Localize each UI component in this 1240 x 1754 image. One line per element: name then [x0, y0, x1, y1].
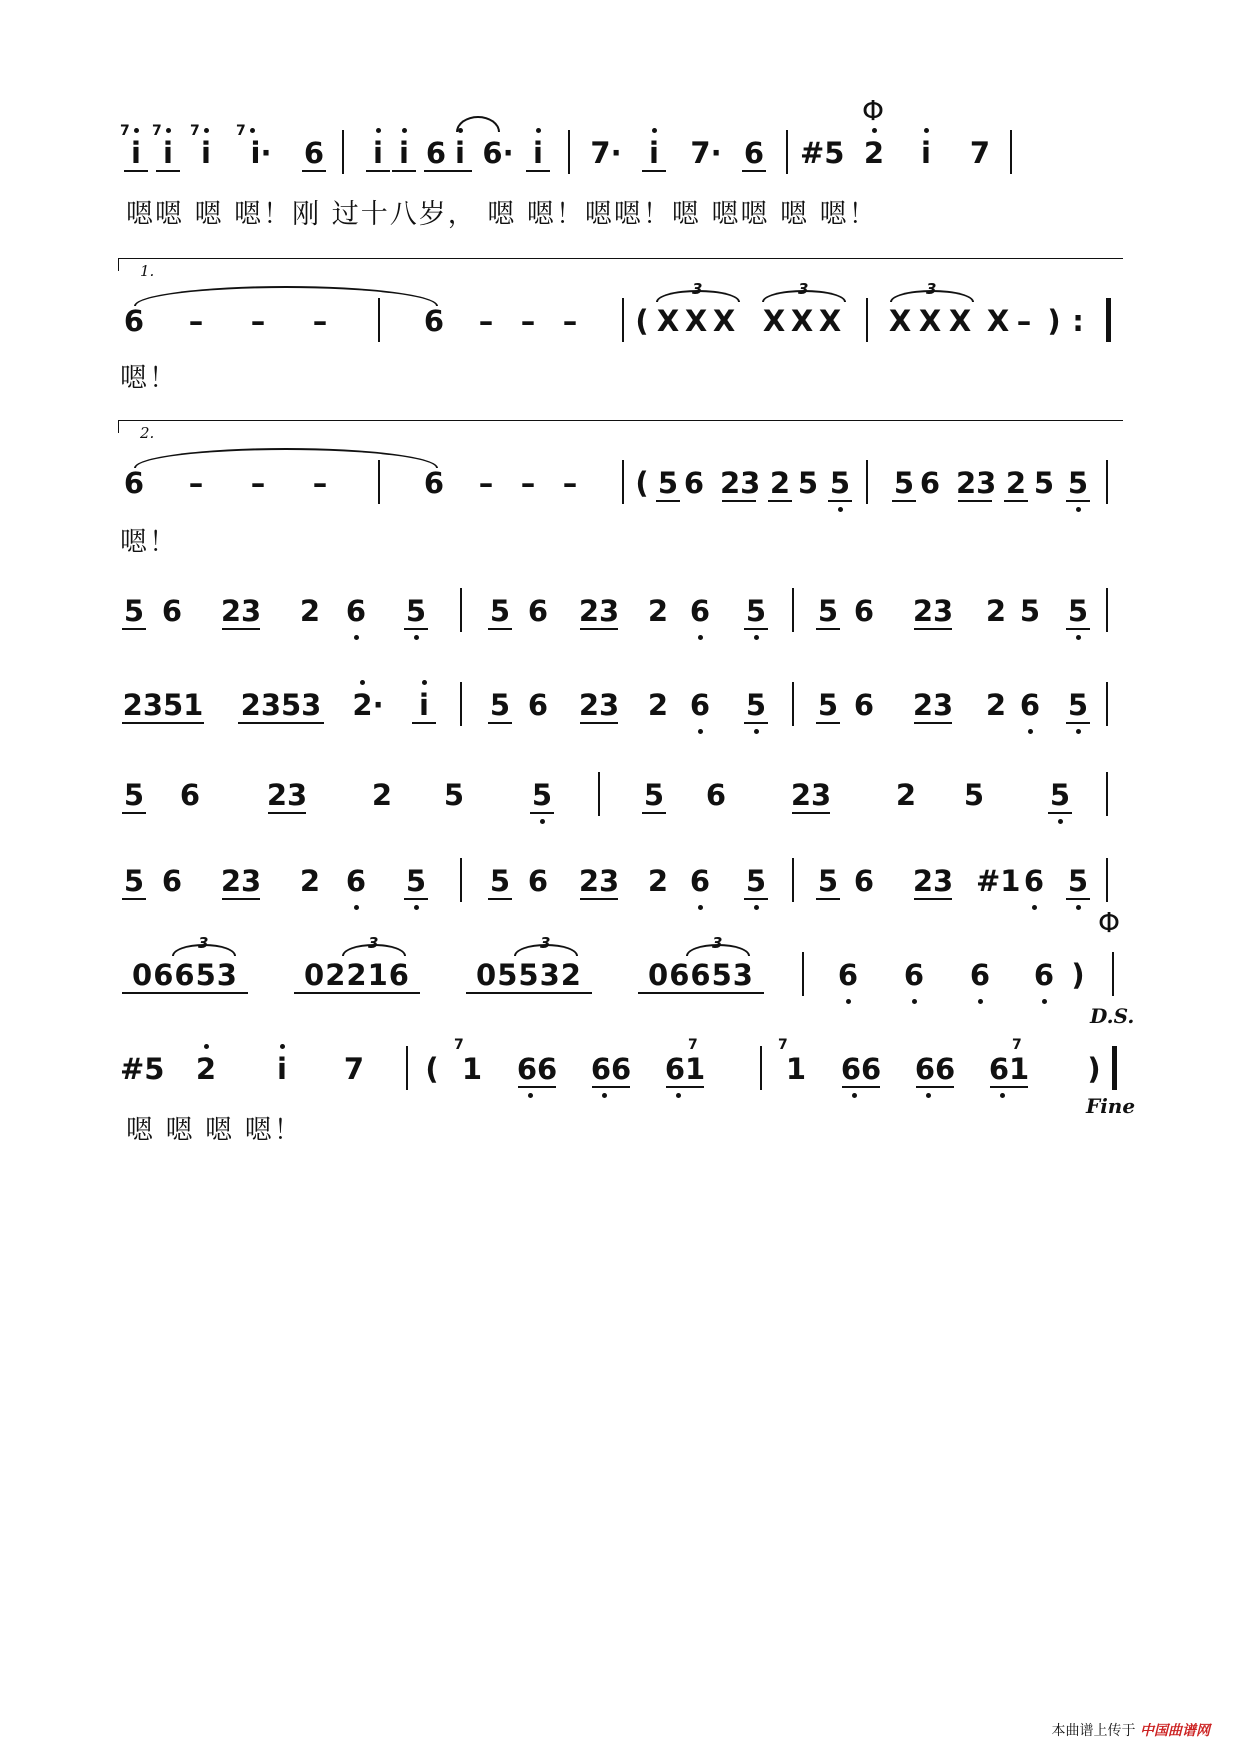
note: 6: [966, 960, 994, 990]
note: i·: [238, 138, 284, 168]
staff-row-1: [120, 123, 1120, 198]
note: 23: [220, 864, 262, 898]
note: 5: [120, 866, 148, 896]
note: 6: [740, 138, 768, 168]
note: 5: [1033, 466, 1055, 500]
note: 5: [120, 780, 148, 810]
note-group: 2351: [120, 690, 206, 720]
barline: [786, 130, 788, 174]
volta-bracket-1: [118, 258, 1123, 271]
x-note: X: [712, 304, 736, 338]
grace-note: 7: [190, 123, 200, 139]
barline: [760, 1046, 762, 1090]
grace-note: 7: [454, 1037, 464, 1053]
note: 6: [179, 778, 201, 812]
barline: [622, 298, 624, 342]
note: 5: [654, 468, 682, 498]
barline: [866, 298, 868, 342]
barline: [342, 130, 344, 174]
note: 2: [647, 594, 669, 628]
note: 6: [423, 466, 445, 500]
note: #5: [800, 136, 845, 170]
note: 2: [766, 468, 794, 498]
note: 6: [527, 594, 549, 628]
note: i: [192, 138, 220, 168]
note: 6: [123, 304, 145, 338]
dash: –: [562, 304, 578, 338]
note: 5: [826, 468, 854, 498]
lyric-line-2: 嗯！: [120, 363, 178, 394]
note: 6: [422, 138, 450, 168]
barline: [1106, 460, 1108, 504]
footer-credit: [1052, 1720, 1210, 1740]
staff-row-4: [120, 596, 1120, 656]
dash: –: [478, 466, 494, 500]
note: 2: [299, 864, 321, 898]
note: i: [524, 138, 552, 168]
staff-row-8: [120, 934, 1120, 1020]
note: 6: [342, 866, 370, 896]
barline: [1106, 858, 1108, 902]
note: 2: [299, 594, 321, 628]
note: 5: [890, 468, 918, 498]
note: 5: [486, 690, 514, 720]
note: 6: [919, 466, 941, 500]
barline: [1112, 952, 1114, 996]
note: 5: [528, 780, 556, 810]
x-note: X: [762, 304, 786, 338]
dash: –: [520, 466, 536, 500]
note: 23: [956, 466, 997, 500]
barline: [460, 588, 462, 632]
note: 5: [814, 866, 842, 896]
barline: [460, 682, 462, 726]
x-note: X: [918, 304, 942, 338]
note: i: [390, 138, 418, 168]
x-note: X: [656, 304, 680, 338]
note: 5: [486, 596, 514, 626]
note: 66: [516, 1052, 558, 1086]
barline: [598, 772, 600, 816]
staff-row-7: [120, 866, 1120, 926]
note: 66: [590, 1052, 632, 1086]
note: 23: [912, 594, 954, 628]
note: 6: [423, 304, 445, 338]
note: 6: [900, 960, 928, 990]
barline: [802, 952, 804, 996]
grace-note: 7: [236, 123, 246, 139]
slur: [456, 116, 500, 132]
note: 6: [686, 596, 714, 626]
x-note: X: [986, 304, 1010, 338]
lyric-line-1: 嗯嗯 嗯 嗯！刚 过十八岁， 嗯 嗯！嗯嗯！嗯 嗯嗯 嗯 嗯！: [126, 199, 878, 230]
barline: [460, 858, 462, 902]
barline: [792, 682, 794, 726]
note: i: [410, 690, 438, 720]
note: 5: [402, 866, 430, 896]
note: 6: [683, 466, 705, 500]
triplet-mark: 3: [540, 934, 551, 952]
repeat-dots: :: [1072, 304, 1084, 338]
staff-row-9: [120, 1037, 1120, 1114]
note: 1: [785, 1052, 807, 1086]
note: 66: [914, 1052, 956, 1086]
note: 61: [664, 1052, 706, 1086]
note: 5: [1064, 866, 1092, 896]
note: i: [446, 138, 474, 168]
x-note: X: [818, 304, 842, 338]
note: 7·: [590, 136, 622, 170]
triplet-mark: 3: [926, 280, 937, 298]
paren: (: [635, 304, 649, 338]
final-barline: [1106, 298, 1111, 342]
note: 6: [1030, 960, 1058, 990]
barline: [1106, 588, 1108, 632]
dash: –: [478, 304, 494, 338]
note: 2: [647, 864, 669, 898]
paren: (: [635, 466, 649, 500]
note: 6: [686, 690, 714, 720]
note: 7: [969, 136, 991, 170]
note: 2: [192, 1054, 220, 1084]
note-group: 05532: [464, 960, 594, 990]
note: i: [154, 138, 182, 168]
note: 6: [834, 960, 862, 990]
barline: [378, 460, 380, 504]
dash: –: [188, 304, 204, 338]
final-barline: [1112, 1046, 1117, 1090]
staff-row-2: [120, 280, 1120, 366]
barline: [1106, 682, 1108, 726]
note: 5: [443, 778, 465, 812]
volta-label-1: 1.: [140, 262, 155, 280]
staff-row-3: [120, 468, 1120, 528]
note: 2: [985, 688, 1007, 722]
note: 2: [1002, 468, 1030, 498]
dash: –: [250, 304, 266, 338]
coda-icon: Φ: [862, 94, 885, 127]
note: 5: [814, 690, 842, 720]
note: 6: [161, 594, 183, 628]
triplet-mark: 3: [712, 934, 723, 952]
grace-note: 7: [120, 123, 130, 139]
volta-bracket-2: [118, 420, 1123, 433]
fine-mark: Fine: [1086, 1094, 1136, 1118]
note-group: 02216: [292, 960, 422, 990]
barline: [622, 460, 624, 504]
note: 6: [123, 466, 145, 500]
note: 1: [461, 1052, 483, 1086]
note: 6: [853, 864, 875, 898]
lyric-line-9: 嗯 嗯 嗯 嗯！: [126, 1115, 303, 1146]
note: 5: [486, 866, 514, 896]
note: 5: [742, 596, 770, 626]
note: 5: [1046, 780, 1074, 810]
note: i: [122, 138, 150, 168]
note: 5: [742, 690, 770, 720]
note: 61: [988, 1052, 1030, 1086]
note: i: [268, 1054, 296, 1084]
dash: –: [1016, 304, 1032, 338]
note: 5: [1064, 690, 1092, 720]
note: 5: [1064, 596, 1092, 626]
note: 6: [342, 596, 370, 626]
barline: [866, 460, 868, 504]
dash: –: [188, 466, 204, 500]
note: 23: [790, 778, 832, 812]
note-group: 2353: [236, 690, 326, 720]
triplet-mark: 3: [198, 934, 209, 952]
barline: [792, 588, 794, 632]
coda-icon: Φ: [1098, 906, 1121, 939]
note: 7: [343, 1052, 365, 1086]
note: 23: [912, 864, 954, 898]
note: 6: [686, 866, 714, 896]
dash: –: [520, 304, 536, 338]
note: 7·: [690, 136, 722, 170]
note: i: [364, 138, 392, 168]
note: 6: [853, 688, 875, 722]
note: 5: [742, 866, 770, 896]
note-group: 06653: [120, 960, 250, 990]
note: 2: [371, 778, 393, 812]
staff-row-6: [120, 780, 1120, 840]
note: 6: [705, 778, 727, 812]
grace-note: 7: [688, 1037, 698, 1053]
triplet-mark: 3: [368, 934, 379, 952]
note: 2: [860, 138, 888, 168]
note: #1: [976, 864, 1021, 898]
x-note: X: [888, 304, 912, 338]
note: 23: [266, 778, 308, 812]
note: 6: [527, 688, 549, 722]
tie: [134, 286, 438, 306]
x-note: X: [948, 304, 972, 338]
note: 23: [578, 688, 620, 722]
ds-mark: D.S.: [1090, 1004, 1135, 1028]
barline: [406, 1046, 408, 1090]
barline: [1106, 772, 1108, 816]
note: 23: [578, 864, 620, 898]
dash: –: [312, 466, 328, 500]
note: 5: [814, 596, 842, 626]
grace-note: 7: [1012, 1037, 1022, 1053]
note-group: 06653: [636, 960, 766, 990]
grace-note: 7: [152, 123, 162, 139]
note: i: [640, 138, 668, 168]
barline: [568, 130, 570, 174]
volta-label-2: 2.: [140, 424, 155, 442]
note: 5: [963, 778, 985, 812]
dash: –: [312, 304, 328, 338]
note: 5: [120, 596, 148, 626]
note: 23: [220, 594, 262, 628]
paren: ): [1047, 304, 1061, 338]
footer-site[interactable]: 中国曲谱网: [1140, 1723, 1210, 1739]
note: 6: [161, 864, 183, 898]
note: 2: [985, 594, 1007, 628]
note: 23: [912, 688, 954, 722]
note: 2: [895, 778, 917, 812]
paren: ): [1087, 1052, 1101, 1086]
note: 5: [797, 466, 819, 500]
note: 2·: [348, 690, 388, 720]
dash: –: [250, 466, 266, 500]
x-note: X: [790, 304, 814, 338]
note: 66: [840, 1052, 882, 1086]
note: 6: [1016, 690, 1044, 720]
note: 6·: [482, 136, 514, 170]
note: 23: [720, 466, 761, 500]
note: 5: [1019, 594, 1041, 628]
note: 6: [300, 138, 328, 168]
note: 6: [1020, 866, 1048, 896]
staff-row-5: [120, 690, 1120, 750]
note: 6: [853, 594, 875, 628]
grace-note: 7: [778, 1037, 788, 1053]
note: 2: [647, 688, 669, 722]
footer-uploaded: 本曲谱上传于: [1051, 1723, 1136, 1739]
lyric-line-3: 嗯！: [120, 527, 178, 558]
note: 23: [578, 594, 620, 628]
x-note: X: [684, 304, 708, 338]
note: 5: [402, 596, 430, 626]
dash: –: [562, 466, 578, 500]
paren: ): [1071, 958, 1085, 992]
note: 6: [527, 864, 549, 898]
triplet-mark: 3: [692, 280, 703, 298]
note: 5: [640, 780, 668, 810]
tie: [134, 448, 438, 468]
note: 5: [1064, 468, 1092, 498]
barline: [378, 298, 380, 342]
note: #5: [120, 1052, 165, 1086]
barline: [1010, 130, 1012, 174]
triplet-mark: 3: [798, 280, 809, 298]
barline: [792, 858, 794, 902]
note: i: [912, 138, 940, 168]
paren: (: [425, 1052, 439, 1086]
